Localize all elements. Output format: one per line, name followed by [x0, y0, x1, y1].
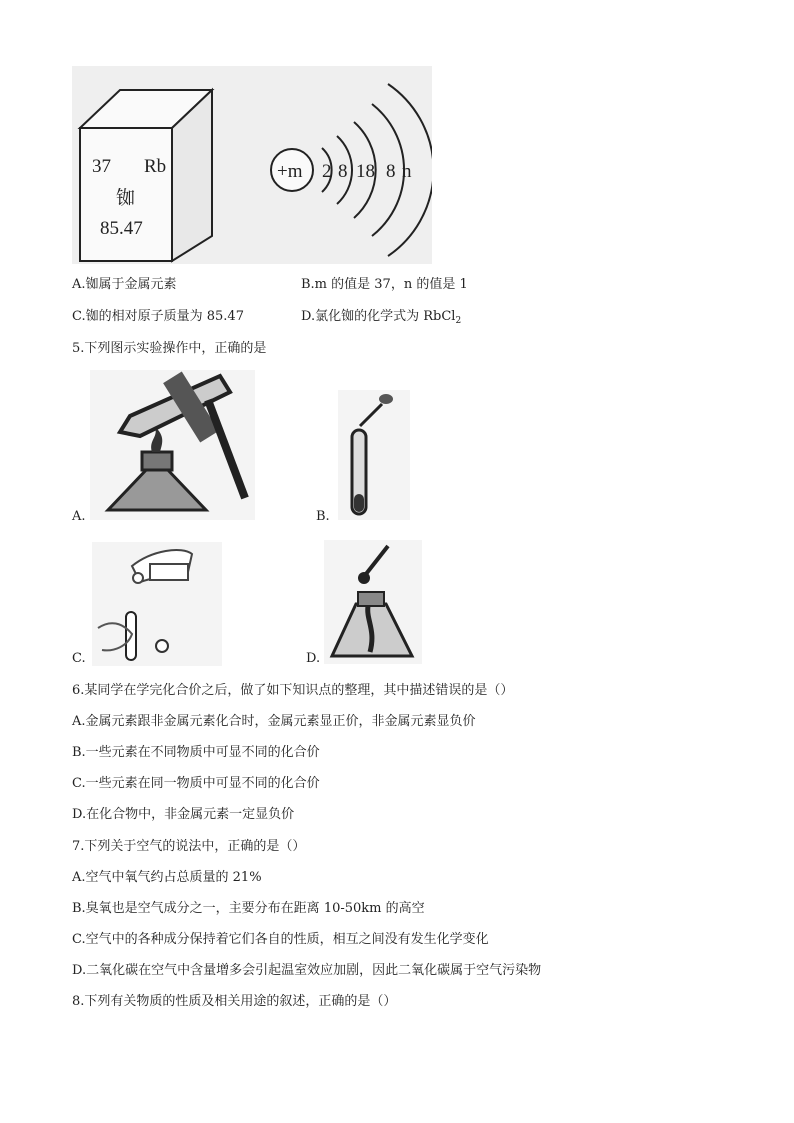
element-name: 铷: [116, 188, 136, 209]
q8-stem: 8.下列有关物质的性质及相关用途的叙述，正确的是（）: [72, 994, 397, 1009]
alcohol-lamp-illustration: [324, 540, 422, 664]
q7-option-d: D.二氧化碳在空气中含量增多会引起温室效应加剧，因此二氧化碳属于空气污染物: [72, 963, 542, 978]
q7-option-b: B.臭氧也是空气成分之一，主要分布在距离 10-50km 的高空: [72, 901, 425, 916]
q4-option-c: C.铷的相对原子质量为 85.47: [72, 309, 244, 324]
q6-option-d: D.在化合物中，非金属元素一定显负价: [72, 807, 295, 822]
q4-option-b: B.m 的值是 37，n 的值是 1: [301, 277, 468, 292]
q4-option-d-text: D.氯化铷的化学式为 RbCl: [301, 309, 456, 324]
rubidium-figure: [72, 66, 432, 264]
q5-stem: 5.下列图示实验操作中，正确的是: [72, 341, 267, 356]
q4-option-d-subscript: 2: [455, 316, 462, 326]
nucleus-charge: +m: [277, 161, 303, 182]
dropper-tube-illustration: [338, 390, 410, 520]
q5-label-c: C.: [72, 651, 86, 666]
q4-option-d: [301, 309, 461, 329]
pouring-liquid-illustration: [92, 542, 222, 666]
q5-figure-c: [92, 542, 222, 666]
q5-label-d: D.: [306, 651, 321, 666]
rubidium-figure-svg: [72, 66, 432, 264]
q6-option-c: C.一些元素在同一物质中可显不同的化合价: [72, 776, 320, 791]
q6-option-a: A.金属元素跟非金属元素化合时，金属元素显正价，非金属元素显负价: [72, 714, 476, 729]
shell-4-count: 8: [386, 161, 396, 182]
q5-figure-d: [324, 540, 422, 664]
q6-stem: 6.某同学在学完化合价之后，做了如下知识点的整理，其中描述错误的是（）: [72, 683, 514, 698]
shell-5-count: n: [402, 161, 412, 182]
q4-option-a: A.铷属于金属元素: [72, 277, 177, 292]
shell-1-count: 2: [322, 161, 332, 182]
heating-tube-illustration: [90, 370, 255, 520]
atomic-mass: 85.47: [100, 218, 143, 239]
q5-figure-b: [338, 390, 410, 520]
q7-stem: 7.下列关于空气的说法中，正确的是（）: [72, 839, 306, 854]
q7-option-c: C.空气中的各种成分保持着它们各自的性质，相互之间没有发生化学变化: [72, 932, 489, 947]
q7-option-a: A.空气中氧气约占总质量的 21%: [72, 870, 262, 885]
atomic-number: 37: [92, 156, 111, 177]
q5-label-b: B.: [316, 509, 330, 524]
q5-label-a: A.: [72, 509, 86, 524]
shell-2-count: 8: [338, 161, 348, 182]
element-symbol: Rb: [144, 156, 167, 177]
q6-option-b: B.一些元素在不同物质中可显不同的化合价: [72, 745, 320, 760]
shell-3-count: 18: [356, 161, 375, 182]
q5-figure-a: [90, 370, 255, 520]
